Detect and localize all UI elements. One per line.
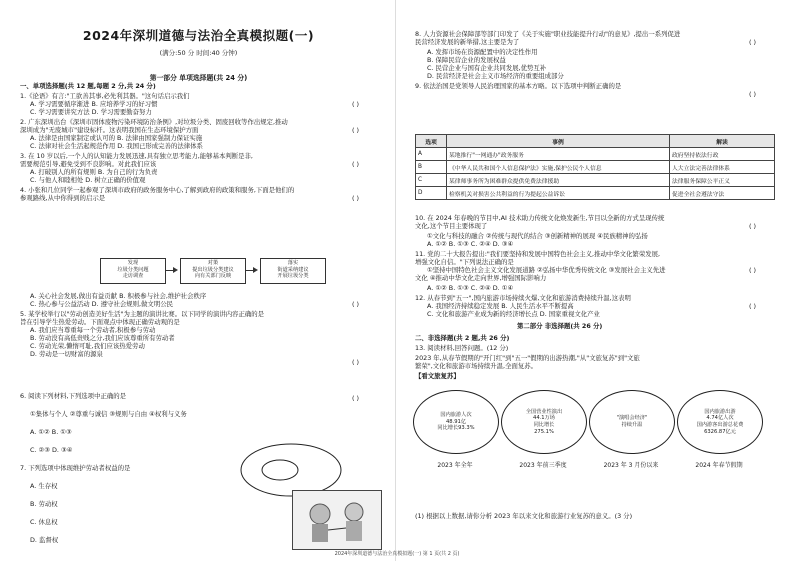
question-line: A. 我国经济持续稳定发展 B. 人民生活水平不断提高 <box>427 302 574 310</box>
flow-box-discover: 发现 垃圾分类问题 走访调查 <box>100 258 166 284</box>
question-line: 需要规范引导,避免受到不良影响。对此我们应该 <box>20 160 157 168</box>
table-cell: 《中华人民共和国个人信息保护法》实施,保护公民个人信息 <box>447 161 670 174</box>
question-line: C. ②③ D. ③④ <box>30 446 73 454</box>
question-line: A. 生存权 <box>30 482 58 490</box>
answer-bracket[interactable]: ( ) <box>352 160 360 168</box>
table-row <box>416 187 775 200</box>
question-line: 第二部分 非选择题(共 26 分) <box>517 322 603 330</box>
page-footer: 2024年深圳道德与法治全真模拟题(一) 第 1 页(共 2 页) <box>334 551 460 557</box>
question-line: C. 学习需要讲究方法 D. 学习需要勤奋努力 <box>30 108 152 116</box>
question-line: ①集体与个人 ②尊重与诚信 ③规则与自由 ④权利与义务 <box>30 410 187 418</box>
question-line: 5. 某学校举行以"劳动创造美好生活"为主题的演讲比赛。以下同学的演讲内容正确的是 <box>20 310 265 318</box>
table-row <box>416 161 775 174</box>
bubble-caption: 2023 年前三季度 <box>519 462 567 469</box>
right-column <box>397 0 794 561</box>
table-header: 选项 <box>416 135 447 148</box>
table-cell: C <box>416 174 447 187</box>
question-line: A. 关心社会发展,做出有益贡献 B. 积极参与社会,维护社会秩序 <box>30 292 207 300</box>
question-line: D. 劳动是一切财富的源泉 <box>30 350 103 358</box>
answer-bracket[interactable]: ( ) <box>352 358 360 366</box>
part-one-heading: 第一部分 单项选择题(共 24 分) <box>149 74 248 82</box>
question-line: C. 民营企业与国有企业共同发展,优势互补 <box>427 64 547 72</box>
answer-bracket[interactable]: ( ) <box>749 38 757 46</box>
question-line: 旨在引导学生热爱劳动。下面观点中体现正确劳动观的是 <box>20 318 180 326</box>
question-line: 10. 在 2024 年春晚的节目中,AI 技术助力传统文化焕发新生,节目以全新的方式呈现传统 <box>415 214 665 222</box>
flow-arrowhead-2 <box>253 267 258 273</box>
question-line: 繁荣",文化和旅游市场持续升温,全面复苏。 <box>415 362 538 370</box>
question-line: 民营经济发展的新举措,这主要是为了 <box>415 38 520 46</box>
question-line: 增强文化自信。"下列说法正确的是 <box>415 258 514 266</box>
question-line: 8. 人力资源社会保障部等部门印发了《关于实施"职业技能提升行动"的意见》,提出一系列促进 <box>415 30 681 38</box>
table-row <box>416 148 775 161</box>
question-line: 13. 阅读材料,回答问题。(12 分) <box>415 344 509 352</box>
question-line: C. 文化和旅游产业成为新的经济增长点 D. 国家重视文化产业 <box>427 310 600 318</box>
outer-ellipse <box>241 444 341 496</box>
table-row <box>416 174 775 187</box>
question-line: A. ①② B. ①③ <box>30 428 72 436</box>
question-line: 3. 在 10 岁以后,一个人的认知能力发展迅速,具有独立思考能力,能够基本判断是非, <box>20 152 253 160</box>
table-header: 解读 <box>670 135 775 148</box>
question-line: 7. 下列选项中体现维护劳动者权益的是 <box>20 464 131 472</box>
inner-ellipse <box>262 460 298 480</box>
table-cell: 某律师事务所为困难群众提供免费法律援助 <box>447 174 670 187</box>
question-line: A. ①② B. ①③ C. ②④ D. ③④ <box>427 240 514 248</box>
question-line: (1) 根据以上数据,请你分析 2023 年以来文化和旅游行业复苏的意义。(3 分) <box>415 512 633 520</box>
question-line: A. 法律是由国家制定或认可的 B. 法律由国家强制力保证实施 <box>30 134 203 142</box>
bubble-caption: 2023 年全年 <box>437 462 473 469</box>
question-line: 文化 ④推动中华文化走向世界,增强国际影响力 <box>415 274 547 282</box>
question-line: B. 保障民营企业的发展权益 <box>427 56 506 64</box>
question-line: 11. 党的二十大报告提出:"我们要坚持和发展中国特色社会主义,推动中华文化繁荣发展, <box>415 250 661 258</box>
question-line: B. 劳动权 <box>30 500 58 508</box>
q9-table <box>415 134 775 200</box>
cartoon-illustration <box>292 490 382 550</box>
table-cell: 政府坚持依法行政 <box>670 148 775 161</box>
question-line: 参观路线,从中你得到的启示是 <box>20 194 106 202</box>
data-bubble: 全国营业性演出 44.1万场 同比增长 275.1% <box>501 390 587 454</box>
question-line: D. 民营经济是社会主义市场经济的重要组成部分 <box>427 72 564 80</box>
answer-bracket[interactable]: ( ) <box>749 266 757 274</box>
exam-meta: (满分:50 分 时间:40 分钟) <box>159 49 238 57</box>
question-line: 12. 从春节到"五一",国内旅游市场持续火爆,文化和旅游消费持续升温,这表明 <box>415 294 631 302</box>
table-cell: A <box>416 148 447 161</box>
question-line: 深圳成为"无废城市"建设标杆。这表明我国在生态环境保护方面 <box>20 126 199 134</box>
data-bubble: 国内旅游出游 4.74亿人次 国内游客出游总花费 6326.87亿元 <box>677 390 763 454</box>
bubble-caption: 2024 年春节假期 <box>695 462 743 469</box>
table-cell: 法律服务保障公平正义 <box>670 174 775 187</box>
question-line: A. 打破别人的所有规则 B. 为自己的行为负责 <box>30 168 158 176</box>
answer-bracket[interactable]: ( ) <box>352 100 360 108</box>
question-line: A. 发挥市场在资源配置中的决定性作用 <box>427 48 538 56</box>
answer-bracket[interactable]: ( ) <box>749 90 757 98</box>
question-line: C. 热心参与公益活动 D. 遵守社会规则,做文明公民 <box>30 300 173 308</box>
question-line: 文化,这个节目主要体现了 <box>415 222 488 230</box>
answer-bracket[interactable]: ( ) <box>352 126 360 134</box>
question-line: C. 与他人和睦相处 D. 树立正确的价值观 <box>30 176 146 184</box>
data-bubble: "演唱会经济" 持续升温 <box>589 390 675 454</box>
question-line: 9. 依法治国是党领导人民治理国家的基本方略。以下选项中判断正确的是 <box>415 82 622 90</box>
answer-bracket[interactable]: ( ) <box>352 394 360 402</box>
table-cell: 检察机关对损害公共利益的行为提起公益诉讼 <box>447 187 670 200</box>
question-line: A. 学习需要循序渐进 B. 应培养学习的好习惯 <box>30 100 158 108</box>
question-line: 【看文旅复苏】 <box>415 372 460 380</box>
question-line: 1.《论语》有言:"工欲善其事,必先利其器。"这句话启示我们 <box>20 92 190 100</box>
question-line: 4. 小张和几位同学一起参观了深圳市政府的政务服务中心,了解到政府的政策和服务,下面是他们的 <box>20 186 295 194</box>
table-cell: D <box>416 187 447 200</box>
question-line: 2. 广东深圳出台《深圳市固体废物污染环境防治条例》,对垃圾分类、固废回收等作出规定,推动 <box>20 118 288 126</box>
answer-bracket[interactable]: ( ) <box>749 302 757 310</box>
flow-box-implement: 落实 街道采纳建议 开展垃圾分类 <box>260 258 326 284</box>
table-header-row <box>416 135 775 148</box>
table-header: 事例 <box>447 135 670 148</box>
exam-title: 2024年深圳道德与法治全真模拟题(一) <box>82 28 315 43</box>
question-line: A. 我们应当尊重每一个劳动者,积极参与劳动 <box>30 326 156 334</box>
question-line: ①文化与科技的融合 ②传统与现代的结合 ③创新精神的展现 ④民族精神的弘扬 <box>427 232 648 240</box>
question-line: ①坚持中国特色社会主义文化发展道路 ②弘扬中华优秀传统文化 ③发展社会主义先进 <box>427 266 666 274</box>
data-bubble: 国内旅游人次 48.91亿 同比增长93.3% <box>413 390 499 454</box>
question-line: A. ①② B. ①③ C. ②④ D. ①④ <box>427 284 514 292</box>
question-line: 2023 年,从春节假期的"开门红"到"五一"假期的出游热潮,"从"文旅复苏"到"文旅 <box>415 354 640 362</box>
table-cell: 人大立法完善法律体系 <box>670 161 775 174</box>
answer-bracket[interactable]: ( ) <box>352 194 360 202</box>
answer-bracket[interactable]: ( ) <box>749 222 757 230</box>
table-cell: 某地推行"一网通办"政务服务 <box>447 148 670 161</box>
question-line: C. 休息权 <box>30 518 58 526</box>
question-line: C. 法律对社会生活起规范作用 D. 我国已形成完善的法律体系 <box>30 142 203 150</box>
question-line: B. 劳动没有高低贵贱之分,我们应该尊重所有劳动者 <box>30 334 175 342</box>
table-cell: B <box>416 161 447 174</box>
section-one-heading: 一、单项选择题(共 12 题,每题 2 分,共 24 分) <box>20 82 156 90</box>
question-line: 6. 阅读下列材料,下列选项中正确的是 <box>20 392 127 400</box>
flow-arrowhead-1 <box>173 267 178 273</box>
question-line: C. 劳动光荣,懒惰可耻,我们应该热爱劳动 <box>30 342 145 350</box>
answer-bracket[interactable]: ( ) <box>352 300 360 308</box>
table-cell: 促进全社会遵法守法 <box>670 187 775 200</box>
question-line: 二、非选择题(共 2 题,共 26 分) <box>415 334 510 342</box>
bubble-caption: 2023 年 3 月份以来 <box>603 462 659 469</box>
flow-box-suggest: 对策 提出垃圾分类建议 向有关部门反映 <box>180 258 246 284</box>
question-line: D. 监督权 <box>30 536 59 544</box>
